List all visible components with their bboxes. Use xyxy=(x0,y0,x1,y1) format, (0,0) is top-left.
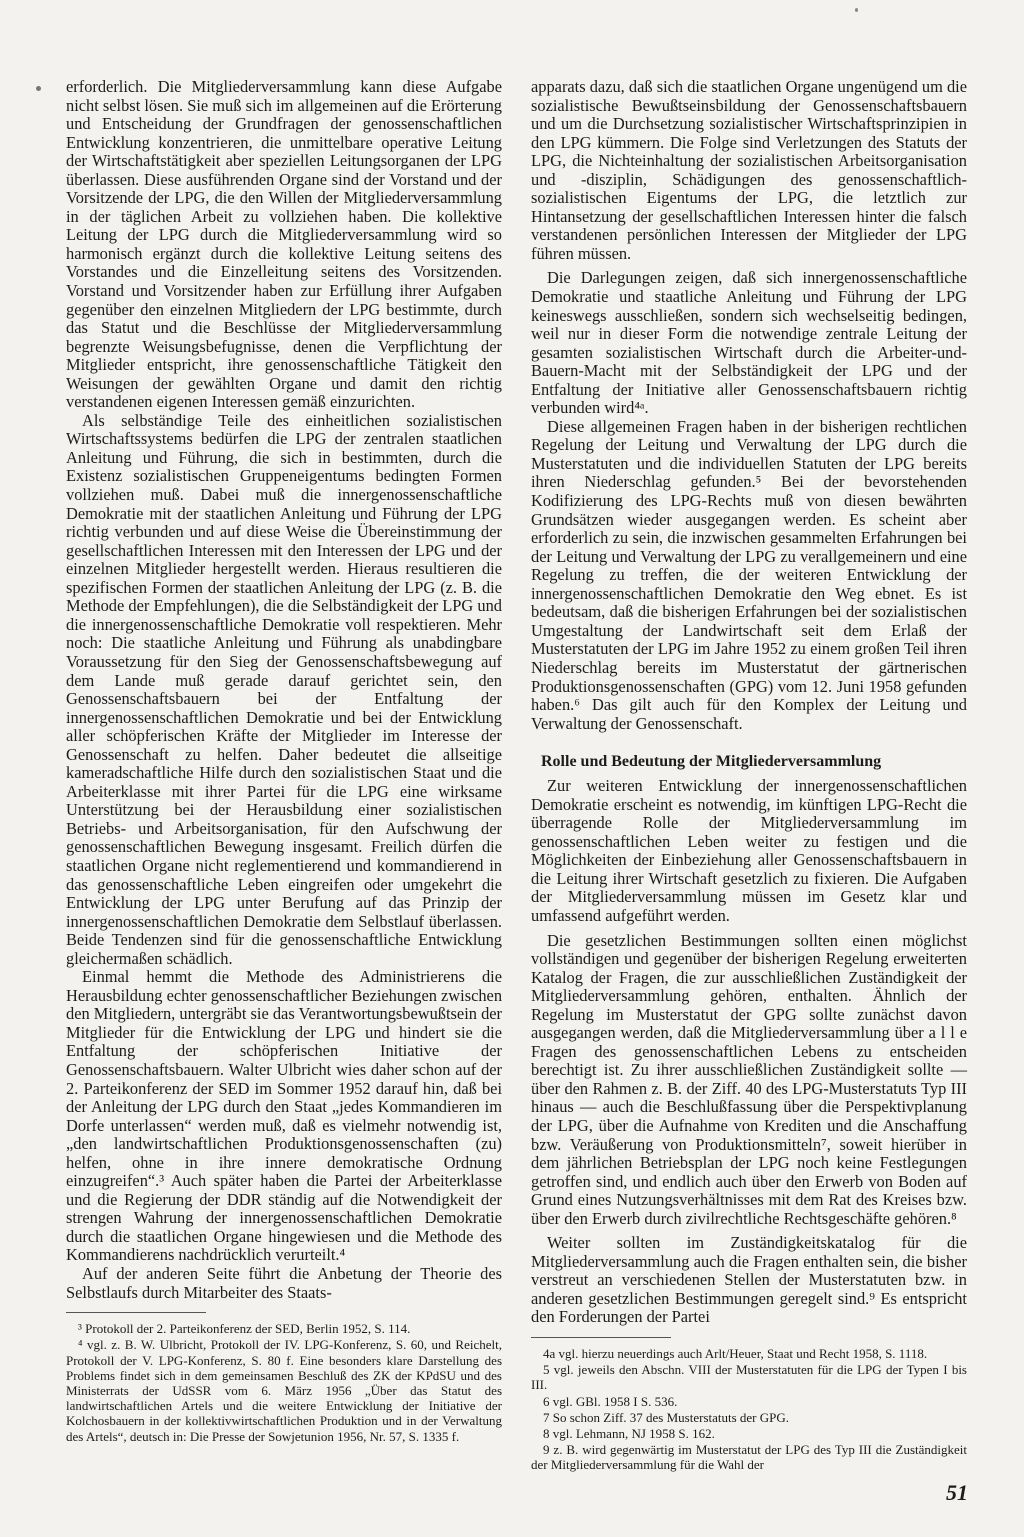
footnote: 5 vgl. jeweils den Abschn. VIII der Musterstatuten für die LPG der Typen I bis III. xyxy=(531,1362,967,1393)
footnote: 6 vgl. GBl. 1958 I S. 536. xyxy=(543,1393,678,1409)
paragraph: Auf der anderen Seite führt die Anbetung der Theorie des Selbstlaufs durch Mitarbeiter des Staats- xyxy=(66,1264,502,1302)
footnote: ⁴ vgl. z. B. W. Ulbricht, Protokoll der IV. LPG-Konferenz, S. 60, und Reichelt, Protokoll der V. LPG-Konferenz, S. 80 f. Eine besonders klare Darstellung des Problems findet sich in dem gemeinsamen Beschluß des ZK der KPdSU und des Ministerrats der UdSSR vom 6. März 1956 „Über das Statut des landwirtschaftlichen Artels und die weitere Entwicklung der Initiative der Kolchosbauern in der kollektivwirtschaftlichen Produktion und in der Verwaltung des Artels“, deutsch in: Die Presse der Sowjetunion 1956, Nr. 57, S. 1335 f. xyxy=(66,1337,502,1444)
page-number: 51 xyxy=(946,1480,968,1505)
footnote: 9 z. B. wird gegenwärtig im Musterstatut der LPG des Typ III die Zuständigkeit der Mitgliederversammlung für die Wahl der xyxy=(531,1442,967,1473)
paragraph: Zur weiteren Entwicklung der innergenossenschaftlichen Demokratie erscheint es notwendig, im künftigen LPG-Recht die überragende Rolle der Mitgliederversammlung im genossenschaftlichen Leben weiter zu festigen und die Möglichkeiten der Einbeziehung aller Genossenschaftsbauern in die Leitung ihrer Wirtschaft gesetzlich zu fixieren. Die Aufgaben der Mitgliederversammlung müssen im Gesetz klar und umfassend aufgeführt werden. xyxy=(531,776,967,925)
right-footnotes xyxy=(531,1346,967,1473)
left-footnotes xyxy=(66,1321,502,1444)
footnote-rule xyxy=(66,1312,206,1313)
footnote: 4a vgl. hierzu neuerdings auch Arlt/Heuer, Staat und Recht 1958, S. 1118. xyxy=(543,1346,928,1361)
paragraph: erforderlich. Die Mitgliederversammlung kann diese Aufgabe nicht selbst lösen. Sie muß sich im allgemeinen auf die Erörterung und Entscheidung der Grundfragen der genossenschaftlichen Entwicklung konzentrieren, die unmittelbare operative Leitung der Wirtschaftstätigkeit aber speziellen Leitungsorganen der LPG überlassen. Diese ausführenden Organe sind der Vorstand und der Vorsitzende der LPG, die den Willen der Mitgliederversammlung in der täglichen Arbeit zu vollziehen haben. Die kollektive Leitung der LPG durch die Mitgliederversammlung wird so harmonisch ergänzt durch die kollektive Leitung seitens des Vorstandes und die Einzelleitung seitens des Vorsitzenden. Vorstand und Vorsitzender haben zur Erfüllung ihrer Aufgaben gegenüber den einzelnen Mitgliedern der LPG bestimmte, durch das Statut und die Beschlüsse der Mitgliederversammlung begrenzte Weisungsbefugnisse, denen die Verpflichtung der Mitglieder entspricht, ihre genossenschaftliche Tätigkeit den Weisungen der gewählten Organe und damit den richtig verstandenen eigenen Interessen gemäß einzurichten. xyxy=(66,77,502,412)
section-heading: Rolle und Bedeutung der Mitgliederversammlung xyxy=(541,753,882,771)
margin-mark xyxy=(36,86,41,91)
paragraph: Einmal hemmt die Methode des Administrierens die Herausbildung echter genossenschaftlicher Beziehungen zwischen den Mitgliedern, untergräbt sie das Verantwortungsbewußtsein der Mitglieder für die Entwicklung der LPG und hindert sie die Entfaltung der schöpferischen Initiative der Genossenschaftsbauern. Walter Ulbricht wies daher schon auf der 2. Parteikonferenz der SED im Sommer 1952 darauf hin, daß bei der Anleitung der LPG durch den Staat „jedes Kommandieren im Dorfe unterlassen“ werden muß, daß es vielmehr notwendig ist, „den landwirtschaftlichen Produktionsgenossenschaften (zu) helfen, ohne in ihre innere demokratische Ordnung einzugreifen“.³ Auch später haben die Partei der Arbeiterklasse und die Regierung der DDR ständig auf die Notwendigkeit der strengen Wahrung der innergenossenschaftlichen Demokratie durch die staatlichen Organe hingewiesen und die Methode des Kommandierens nachdrücklich verurteilt.⁴ xyxy=(66,967,503,1265)
footnote-rule xyxy=(531,1337,671,1338)
left-column xyxy=(66,78,502,1445)
paragraph: Die Darlegungen zeigen, daß sich innergenossenschaftliche Demokratie und staatliche Anleitung und Führung der LPG keineswegs ausschließen, sondern sich wechselseitig bedingen, weil nur in dieser Form die notwendige zentrale Leitung der gesamten sozialistischen Wirtschaft durch die Arbeiter-und-Bauern-Macht mit der Selbständigkeit der LPG und der Entfaltung der Initiative aller Genossenschaftsbauern richtig verbunden wird⁴ᵃ. xyxy=(531,268,967,418)
footnote: 7 So schon Ziff. 37 des Musterstatuts der GPG. xyxy=(543,1409,790,1425)
right-column xyxy=(531,78,967,1474)
paragraph: Die gesetzlichen Bestimmungen sollten einen möglichst vollständigen und gegenüber der bisherigen Regelung erweiterten Katalog der Fragen, die zur ausschließlichen Zuständigkeit der Mitgliederversammlung gehören, enthalten. Ähnlich der Regelung im Musterstatut der GPG sollte zunächst davon ausgegangen werden, daß die Mitgliederversammlung über a l l e Fragen des genossenschaftlichen Lebens zu entscheiden berechtigt ist. Zu ihrer ausschließlichen Zuständigkeit sollte — über den Rahmen z. B. der Ziff. 40 des LPG-Musterstatuts Typ III hinaus — auch die Beschlußfassung über die Perspektivplanung der LPG, über die Aufnahme von Krediten und die Anschaffung bzw. Veräußerung von Produktionsmitteln⁷, soweit hierüber in dem jährlichen Betriebsplan der LPG noch keine Festlegungen getroffen sind, und endlich auch über den Erwerb von Boden auf Grund eines Nutzungsverhältnisses mit dem Rat des Kreises bzw. über den Erwerb durch zivilrechtliche Rechtsgeschäfte gehören.⁸ xyxy=(531,930,967,1228)
paragraph: Weiter sollten im Zuständigkeitskatalog für die Mitgliederversammlung auch die Fragen enthalten sein, die bisher verstreut an verschiedenen Stellen der Musterstatuten bzw. in anderen gesetzlichen Bestimmungen geregelt sind.⁹ Es entspricht den Forderungen der Partei xyxy=(531,1233,967,1327)
paragraph: Als selbständige Teile des einheitlichen sozialistischen Wirtschaftssystems bedürfen die LPG der zentralen staatlichen Anleitung und Führung, die sich in bestimmten, durch die Existenz sozialistischen Gruppeneigentums bedingten Formen vollziehen muß. Dabei muß die innergenossenschaftliche Demokratie mit der staatlichen Anleitung und Führung der LPG richtig verbunden und auf diese Weise die Übereinstimmung der gesellschaftlichen Interessen mit den Interessen der LPG und der einzelnen Mitglieder hergestellt werden. Hieraus resultieren die spezifischen Formen der staatlichen Anleitung der LPG (z. B. die Methode der Empfehlungen), die die Selbständigkeit der LPG und die innergenossenschaftliche Demokratie voll respektieren. Mehr noch: Die staatliche Anleitung und Führung als unabdingbare Voraussetzung für den Sieg der Genossenschaftsbewegung auf dem Lande muß gerade darauf gerichtet sein, den Genossenschaftsbauern bei der Entfaltung der innergenossenschaftlichen Demokratie und bei der Entwicklung aller schöpferischen Kräfte der Mitglieder im Interesse der Genossenschaft zu helfen. Daher bedeutet die allseitige kameradschaftliche Hilfe durch den sozialistischen Staat und die Arbeiterklasse mit ihrer Partei für die LPG eine wirksame Unterstützung bei der Herausbildung einer sozialistischen Betriebs- und Arbeitsorganisation, für den Aufschwung der genossenschaftlichen Bewegung insgesamt. Freilich dürfen die staatlichen Organe nicht reglementierend und kommandierend in das genossenschaftliche Leben eingreifen oder umgekehrt die Entwicklung der LPG unter Berufung auf das Prinzip der innergenossenschaftlichen Demokratie dem Selbstlauf überlassen. Beide Tendenzen sind für die genossenschaftliche Entwicklung gleichermaßen schädlich. xyxy=(66,410,502,968)
right-body xyxy=(531,78,967,1327)
paragraph: apparats dazu, daß sich die staatlichen Organe ungenügend um die sozialistische Bewußtseinsbildung der Genossenschaftsbauern und um die Durchsetzung sozialistischer Wirtschaftsprinzipien in den LPG kümmern. Die Folge sind Verletzungen des Statuts der LPG, die Nichteinhaltung der sozialistischen Arbeitsorganisation und -disziplin, Schädigungen des genossenschaftlich-sozialistischen Eigentums der LPG, die letztlich zur Hintansetzung der gesellschaftlichen Interessen hinter die falsch verstandenen persönlichen Interessen der Mitglieder der LPG führen müssen. xyxy=(531,77,967,263)
left-body xyxy=(66,78,502,1302)
footnote: 8 vgl. Lehmann, NJ 1958 S. 162. xyxy=(543,1426,715,1442)
paragraph: Diese allgemeinen Fragen haben in der bisherigen rechtlichen Regelung der Leitung und Verwaltung der LPG durch die Musterstatuten und die individuellen Statuten der LPG bereits ihren Niederschlag gefunden.⁵ Bei der bevorstehenden Kodifizierung des LPG-Rechts muß von diesen bewährten Grundsätzen wieder ausgegangen werden. Es scheint aber erforderlich zu sein, die inzwischen gesammelten Erfahrungen bei der Leitung und Verwaltung der LPG zu verallgemeinern und eine Regelung zu treffen, die der weiteren Entwicklung der innergenossenschaftlichen Demokratie den Weg ebnet. Es ist bedeutsam, daß die bisherigen Erfahrungen bei der sozialistischen Umgestaltung der Landwirtschaft seit dem Erlaß der Musterstatuten der LPG im Jahre 1952 zu einem großen Teil ihren Niederschlag bereits im Musterstatut der gärtnerischen Produktionsgenossenschaften (GPG) vom 12. Juni 1958 gefunden haben.⁶ Das gilt auch für den Komplex der Leitung und Verwaltung der Genossenschaft. xyxy=(531,416,967,733)
footnote: ³ Protokoll der 2. Parteikonferenz der SED, Berlin 1952, S. 114. xyxy=(78,1321,411,1337)
scan-speck xyxy=(855,8,858,12)
